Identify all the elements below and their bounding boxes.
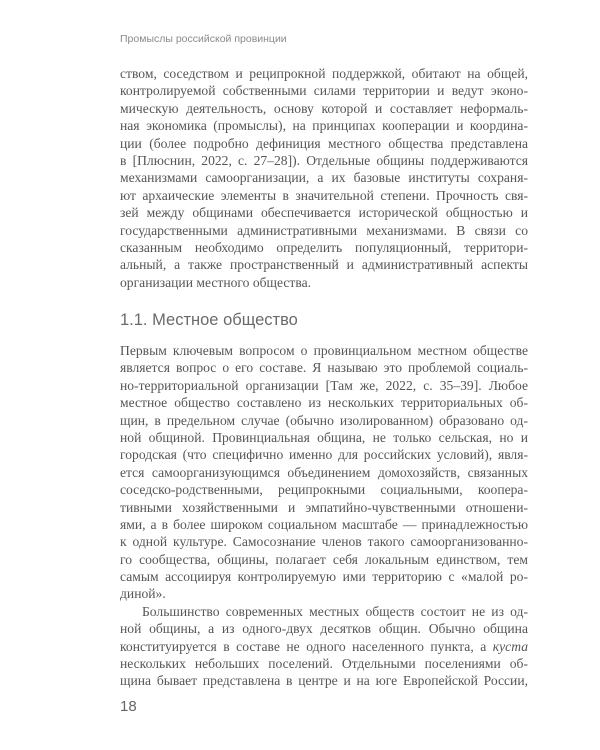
text-line: государственными административными механизмами. В связи со (120, 222, 528, 238)
section-heading: 1.1. Местное общество (120, 311, 298, 329)
text-line: ями, а в более широком социальном масштабе — принадлежностью (120, 516, 528, 532)
page-number: 18 (120, 698, 137, 715)
text-line: организации местного общества. (120, 274, 312, 290)
text-line: механизмами самоорганизации, а их базовые институты сохраня- (120, 170, 528, 186)
text-line: является вопрос о его составе. Я называю это проблемой социаль- (120, 360, 528, 376)
text-line: городская (что специфично именно для российских условий), явля- (120, 447, 528, 463)
text-line: щин, в предельном случае (обычно изолированном) образовано од- (120, 412, 528, 428)
running-head: Промыслы российской провинции (120, 33, 287, 45)
text-run: конституируется в составе не одного населенного пункта, а (120, 638, 493, 654)
paragraph-2 (120, 343, 528, 691)
text-line: ется самоорганизующимся объединением домохозяйств, связанных (120, 464, 528, 480)
text-line: диной». (120, 586, 166, 602)
text-line: щина бывает представлена в центре и на юге Европейской России, (120, 673, 528, 689)
text-line: ют архаические элементы в значительной степени. Прочность свя- (120, 187, 528, 203)
text-line: ной общиной. Провинциальная община, не только сельская, но и (120, 429, 528, 445)
text-line: к одной культуре. Самосознание членов такого самоорганизованно- (120, 534, 528, 550)
text-line: ством, соседством и реципрокной поддержкой, обитают на общей, (120, 66, 528, 81)
text-line: местное общество составлено из нескольких территориальных об- (120, 395, 528, 411)
text-line: соседско-родственными, реципрокными социальными, коопера- (120, 482, 528, 498)
text-line: зей между общинами обеспечивается исторической общностью и (120, 205, 528, 221)
text-line: в [Плюснин, 2022, с. 27–28]). Отдельные общины поддерживаются (120, 152, 528, 168)
text-line: нескольких небольших поселений. Отдельными поселениями об- (120, 656, 528, 672)
text-line (120, 639, 528, 656)
text-line: тивными хозяйственными и эмпатийно-чувственными отношени- (120, 499, 528, 515)
text-line: ции (более подробно дефиниция местного общества представлена (120, 135, 528, 151)
text-line: го сообщества, общины, полагает себя локальным единством, тем (120, 551, 528, 567)
paragraph-1 (120, 66, 528, 292)
text-line: сказанным необходимо определить популяционный, территори- (120, 239, 528, 255)
text-line: контролируемой собственными силами территории и ведут эконо- (120, 83, 528, 99)
text-line: ной общины, а из одного-двух десятков общин. Обычно община (120, 621, 528, 637)
text-line: но-территориальной организации [Там же, 2022, с. 35–39]. Любое (120, 377, 528, 393)
text-line: Большинство современных местных обществ состоит не из од- (142, 603, 528, 619)
text-line: альный, а также пространственный и административный аспекты (120, 257, 528, 273)
text-line: мическую деятельность, основу которой и составляет неформаль- (120, 100, 528, 116)
text-line: самым ассоциируя контролируемую ими территорию с «малой ро- (120, 569, 528, 585)
italic-term: куста (492, 638, 528, 654)
text-line: Первым ключевым вопросом о провинциальном местном обществе (120, 343, 528, 358)
text-line: ная экономика (промыслы), на принципах кооперации и координа- (120, 118, 528, 134)
